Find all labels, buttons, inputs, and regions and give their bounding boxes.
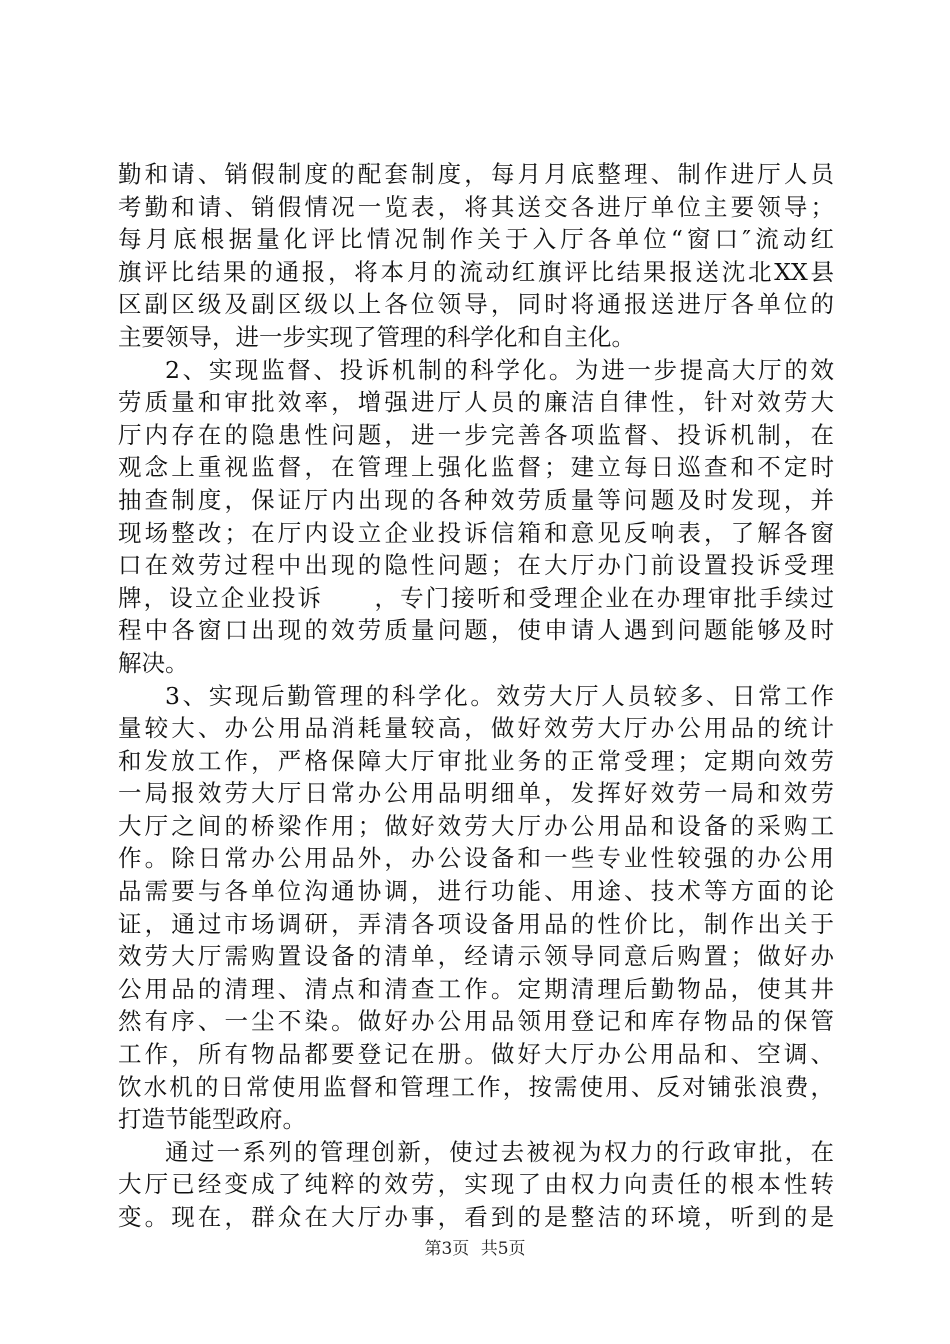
text-line: 效劳大厅需购置设备的清单，经请示领导同意后购置；做好办 — [118, 942, 834, 971]
text-line: 主要领导，进一步实现了管理的科学化和自主化。 — [118, 322, 635, 351]
page-number: 第3页 — [424, 1239, 470, 1259]
text-line: 一局报效劳大厅日常办公用品明细单，发挥好效劳一局和效劳 — [118, 779, 834, 808]
text-line: 旗评比结果的通报，将本月的流动红旗评比结果报送沈北XX县 — [118, 257, 834, 286]
text-line: 现场整改；在厅内设立企业投诉信箱和意见反响表，了解各窗 — [118, 518, 834, 547]
text-line: 大厅已经变成了纯粹的效劳，实现了由权力向责任的根本性转 — [118, 1170, 834, 1199]
text-line: 勤和请、销假制度的配套制度，每月月底整理、制作进厅人员 — [118, 160, 834, 188]
text-line: 劳质量和审批效率，增强进厅人员的廉洁自律性，针对效劳大 — [118, 388, 834, 417]
text-line: 区副区级及副区级以上各位领导，同时将通报送进厅各单位的 — [118, 290, 834, 319]
text-line: 工作，所有物品都要登记在册。做好大厅办公用品和、空调、 — [118, 1040, 834, 1069]
text-line: 打造节能型政府。 — [118, 1105, 306, 1134]
text-line: 通过一系列的管理创新，使过去被视为权力的行政审批，在 — [165, 1137, 834, 1166]
text-line: 牌，设立企业投诉 ，专门接听和受理企业在办理审批手续过 — [118, 583, 834, 612]
text-line: 饮水机的日常使用监督和管理工作，按需使用、反对铺张浪费， — [118, 1072, 834, 1101]
text-line: 解决。 — [118, 648, 189, 677]
text-line: 每月底根据量化评比情况制作关于入厅各单位“窗口″流动红 — [118, 225, 834, 254]
text-line: 公用品的清理、清点和清查工作。定期清理后勤物品，使其井 — [118, 974, 834, 1003]
text-line: 品需要与各单位沟通协调，进行功能、用途、技术等方面的论 — [118, 877, 834, 906]
text-line: 变。现在，群众在大厅办事，看到的是整洁的环境，听到的是 — [118, 1203, 834, 1231]
text-line: 证，通过市场调研，弄清各项设备用品的性价比，制作出关于 — [118, 909, 834, 938]
text-line: 程中各窗口出现的效劳质量问题，使申请人遇到问题能够及时 — [118, 616, 834, 645]
text-line: 考勤和请、销假情况一览表，将其送交各进厅单位主要领导； — [118, 192, 834, 221]
text-line: 大厅之间的桥梁作用；做好效劳大厅办公用品和设备的采购工 — [118, 811, 834, 840]
text-line: 作。除日常办公用品外，办公设备和一些专业性较强的办公用 — [118, 844, 834, 873]
text-line: 厅内存在的隐患性问题，进一步完善各项监督、投诉机制，在 — [118, 420, 834, 449]
text-line: 量较大、办公用品消耗量较高，做好效劳大厅办公用品的统计 — [118, 714, 834, 743]
text-line: 观念上重视监督，在管理上强化监督；建立每日巡查和不定时 — [118, 453, 834, 482]
text-line: 和发放工作，严格保障大厅审批业务的正常受理；定期向效劳 — [118, 746, 834, 775]
page-footer — [0, 1238, 950, 1260]
text-line: 口在效劳过程中出现的隐性问题；在大厅办门前设置投诉受理 — [118, 551, 834, 580]
total-pages: 共5页 — [480, 1239, 526, 1259]
text-line: 然有序、一尘不染。做好办公用品领用登记和库存物品的保管 — [118, 1007, 834, 1036]
text-line: 抽查制度，保证厅内出现的各种效劳质量等问题及时发现，并 — [118, 485, 834, 514]
body-text — [118, 158, 834, 1234]
text-line: 3、实现后勤管理的科学化。效劳大厅人员较多、日常工作 — [165, 681, 834, 710]
text-line: 2、实现监督、投诉机制的科学化。为进一步提高大厅的效 — [165, 355, 834, 384]
